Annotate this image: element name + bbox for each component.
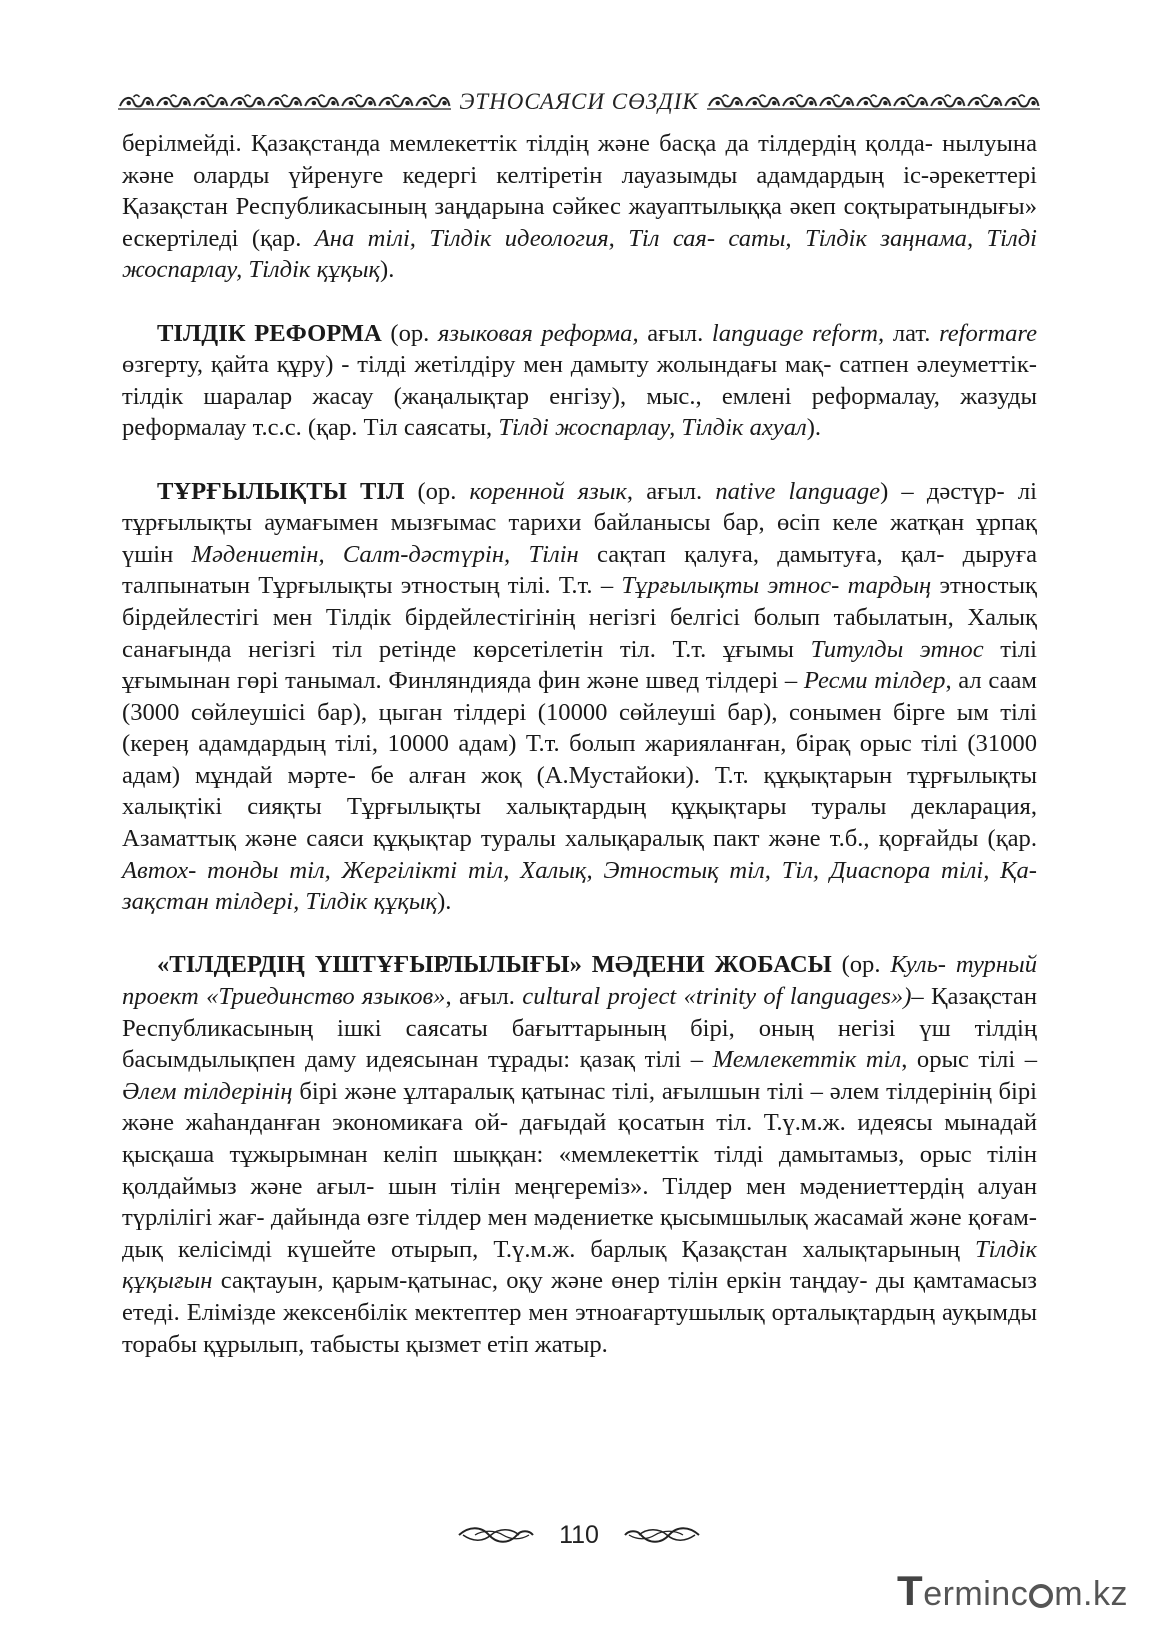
italic-reference: языковая реформа, [437,319,639,347]
header-title: ЭТНОСАЯСИ СӨЗДІК [459,89,699,114]
text-run: сақтап қалуға, дамытуға, қал- дыруға талпынатын Тұрғылықты этностың тілі. Т.т. – [122,540,1037,600]
entry-term: ТІЛДІК РЕФОРМА [157,319,382,347]
watermark-o-ring-icon [1029,1584,1053,1608]
watermark-end: m.kz [1054,1575,1128,1613]
ornament-right-icon [707,92,1040,112]
text-run: өзгерту, қайта құру) - тілді жетілдіру мен дамыту жолындағы мақ- сатпен әлеуметтік-тілдік шаралар жасау (жаңалықтар енгізу), мыс., емлені реформалау, жазуды реформалау т.с.с. (қар. Тіл саясаты, [122,351,1037,442]
text-run: тілі ұғымынан гөрі танымал. Финляндияда фин және швед тілдері – [122,635,1037,695]
continuation-paragraph [122,128,1037,286]
italic-reference: Тұрғылықты этнос- тардың [621,572,932,600]
text-run: (ор. [831,951,891,979]
text-run: сақтауын, қарым-қатынас, оқу және өнер тілін еркін таңдау- ды қамтамасыз етеді. Елімізде жексенбілік мектептер мен этноағартушылық орталықтардың ауқымды торабы құрылып, табысты қызмет етіп жатыр. [122,1267,1037,1358]
ornament-left-icon [118,92,451,112]
text-run: ). [806,414,822,442]
page-body [122,128,1037,1360]
italic-reference: Мәдениетін, Салт-дәстүрін, Тілін [191,540,579,568]
watermark-mid: erminc [923,1575,1029,1613]
dictionary-entries [122,318,1037,1361]
italic-reference: Автох- тонды тіл, Жергілікті тіл, Халық, Этностық тіл, Тіл, Диаспора тілі, Қа- зақстан тілдері, Тілдік құқық [122,856,1037,916]
dictionary-entry [122,949,1037,1360]
text-run: (ор. [404,477,470,505]
italic-reference: reformare [939,319,1037,347]
italic-reference: Ана тілі, Тілдік идеология, Тіл сая- саты, Тілдік заңнама, Тілді жоспарлау, Тілдік құқық [122,224,1037,284]
text-run: берілмейді. Қазақстанда мемлекеттік тілдің және басқа да тілдердің қолда- нылуына және оларды үйренуге кедергі келтіретін лауазымды адамдардың іс-әрекеттері Қазақстан Республикасының заңдарына сәйкес жауаптылыққа әкеп соқтыратындығы» ескертіледі (қар. [122,130,1037,252]
dictionary-entry [122,476,1037,918]
text-run: , орыс тілі – [901,1046,1037,1074]
text-run: этностық бірдейлестігі мен Тілдік бірдейлестігінің негізгі белгісі болып табылатын, Халық санағында негізгі тіл ретінде көрсетілетін тіл. Т.т. ұғымы [122,572,1037,663]
text-run: , ал саам (3000 сөйлеушісі бар), цыган тілдері (10000 сөйлеуші бар), сонымен бірге ым тілі (кереӊ адамдардың тілі, 10000 адам) Т.т. болып жарияланған, бірақ орыс тілі (31000 адам) мұндай мәрте- бе алған жоқ (А.Мустайоки). Т.т. құқықтарын тұрғылықты халықтікі сияқты Тұрғылықты халықтардың құқықтары туралы декларация, Азаматтық және саяси құқықтар туралы халықаралық пакт және т.б., қорғайды (қар. [122,667,1037,853]
flourish-right-icon [621,1524,703,1546]
text-run: бірі және ұлтаралық қатынас тілі, ағылшын тілі – әлем тілдерінің бірі және жаһанданған экономикаға ой- дағыдай қосатын тіл. Т.ү.м.ж. идеясы мынадай қысқаша тұжырымнан келіп шыққан: «мемлекеттік тілді дамытамыз, орыс тілін қолдаймыз және ағыл- шын тілін меңгереміз». Тілдер мен мәдениеттердің алуан түрлілігі жағ- дайында өзге тілдер мен мәдениетке қысымшылық жасамай және қоғам- дық келісімді күшейте отырып, Т.ү.м.ж. барлық Қазақстан халықтарының [122,1077,1038,1263]
page-number: 110 [559,1520,599,1549]
running-header [118,88,1040,116]
italic-reference: Ресми тілдер [803,667,946,695]
watermark-logo [897,1567,1128,1615]
italic-reference: Әлем тілдерінің [122,1077,293,1105]
text-run: ). [380,256,395,284]
italic-reference: native language [715,477,881,505]
italic-reference: Тілді жоспарлау, Тілдік ахуал [498,414,807,442]
entry-term: ТҰРҒЫЛЫҚТЫ ТІЛ [157,477,405,505]
dictionary-entry [122,318,1037,444]
text-run: ) – дәстүр- лі тұрғылықты аумағымен мызғымас тарихи байланысы бар, өсіп келе жатқан ұрпақ үшін [122,477,1037,568]
italic-reference: Титулды этнос [810,635,984,663]
italic-reference: Тілдік құқығын [122,1235,1037,1295]
text-run: ). [437,888,452,916]
italic-reference: Куль- турный проект «Триединство языков» [122,951,1038,1011]
italic-reference: Мемлекеттік тіл [712,1046,902,1074]
text-run: ағыл. [638,319,712,347]
text-run: – Қазақстан Республикасының ішкі саясаты бағыттарының бірі, оның негізі үш тілдің басымдылықпен даму идеясынан тұрады: қазақ тілі – [122,983,1038,1074]
text-run: (ор. [381,319,438,347]
entry-term: «ТІЛДЕРДІҢ ҮШТҰҒЫРЛЫЛЫҒЫ» МӘДЕНИ ЖОБАСЫ [157,951,832,979]
text-run: , ағыл. [626,477,716,505]
text-run: лат. [884,319,940,347]
italic-reference: cultural project «trinity of languages») [522,983,912,1011]
flourish-left-icon [455,1524,537,1546]
watermark-t: T [897,1567,924,1614]
italic-reference: language reform, [711,319,885,347]
text-run: , ағыл. [445,983,523,1011]
page-footer [0,1520,1158,1550]
italic-reference: коренной язык [469,477,627,505]
